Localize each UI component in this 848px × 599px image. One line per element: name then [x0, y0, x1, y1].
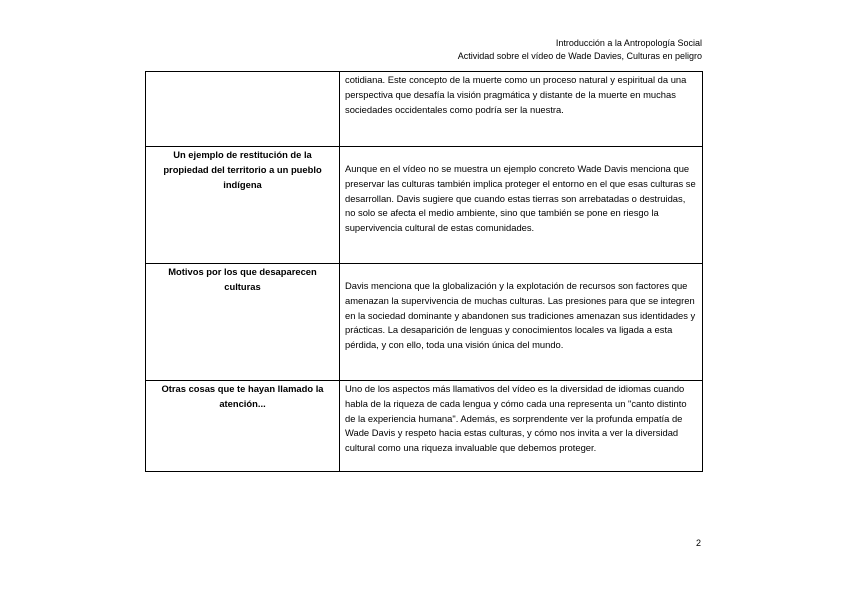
course-title: Introducción a la Antropología Social: [555, 38, 702, 48]
row-content: cotidiana. Este concepto de la muerte como un proceso natural y espiritual da una perspectiva que desafía la visión pragmática y distante de la muerte en muchas sociedades occidentales como podría ser la nuestra.: [340, 72, 703, 147]
activity-table: [145, 71, 703, 472]
row-content: Davis menciona que la globalización y la explotación de recursos son factores que amenazan la supervivencia de muchas culturas. Las presiones para que se integren en la sociedad dominante y abandonen sus tradiciones amenazan sus identidades y prácticas. La desaparición de lenguas y conocimientos locales va ligada a esta pérdida, y con ello, toda una visión única del mundo.: [340, 264, 703, 381]
row-label: [146, 72, 340, 147]
table-row: [146, 147, 703, 264]
table-row: [146, 264, 703, 381]
row-label: Otras cosas que te hayan llamado la atención...: [146, 381, 340, 472]
row-content: Uno de los aspectos más llamativos del vídeo es la diversidad de idiomas cuando habla de la riqueza de cada lengua y cómo cada una representa un "canto distinto de la experiencia humana". Además, es sorprendente ver la profunda empatía de Wade Davis y respeto hacia estas culturas, y cómo nos invita a ver la diversidad cultural como una riqueza invaluable que debemos proteger.: [340, 381, 703, 472]
page-header: [458, 37, 702, 63]
activity-title: Actividad sobre el vídeo de Wade Davies, Culturas en peligro: [457, 51, 702, 61]
page-number: 2: [696, 538, 702, 548]
row-content: Aunque en el vídeo no se muestra un ejemplo concreto Wade Davis menciona que preservar las culturas también implica proteger el entorno en el que esas culturas se desarrollan. Davis sugiere que cuando estas tierras son arrebatadas o destruidas, no solo se afecta el medio ambiente, sino que también se pone en riesgo la supervivencia cultural de estas comunidades.: [340, 147, 703, 264]
table-row: [146, 381, 703, 472]
row-label: Un ejemplo de restitución de la propiedad del territorio a un pueblo indígena: [146, 147, 340, 264]
row-label: Motivos por los que desaparecen culturas: [146, 264, 340, 381]
table-row: [146, 72, 703, 147]
